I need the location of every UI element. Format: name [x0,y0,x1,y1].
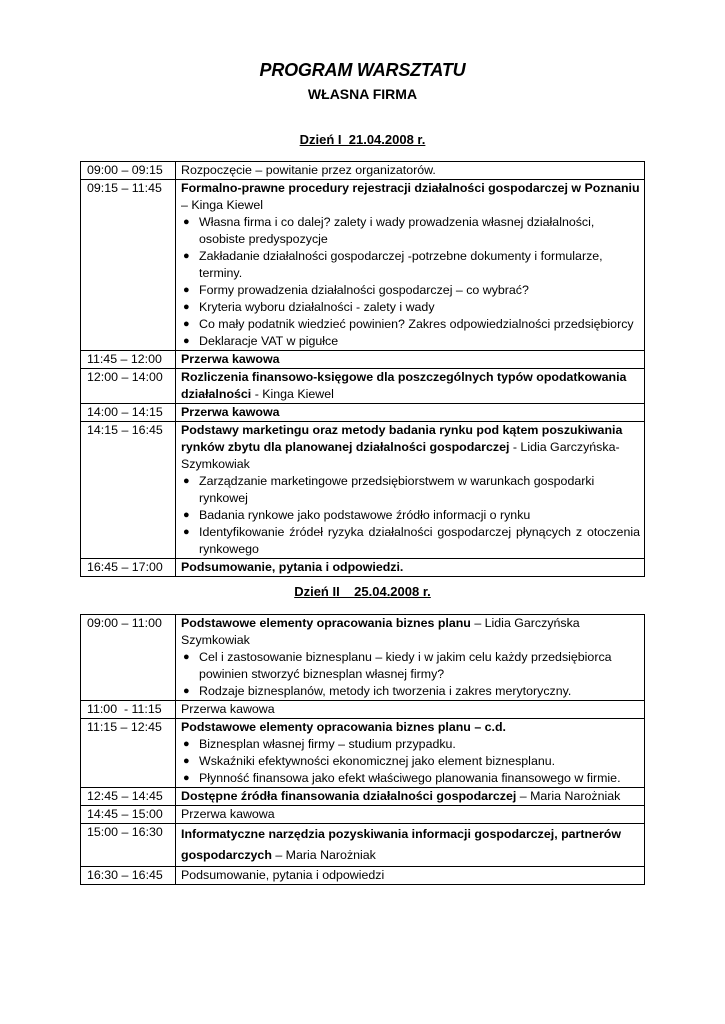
list-item: ● Własna firma i co dalej? zalety i wady prowadzenia własnej działalności, osobiste predyspozycje [183,215,595,246]
session-title: Podstawowe elementy opracowania biznes planu – c.d. [181,720,506,734]
bullet-icon: ● [183,475,190,487]
session-title: Formalno-prawne procedury rejestracji działalności gospodarczej w Poznaniu [181,181,640,195]
session-speaker: - Kinga Kiewel [251,387,334,401]
session-title: Rozliczenia finansowo-księgowe dla poszczególnych typów opodatkowania działalności [181,370,627,401]
bullet-icon: ● [183,738,190,750]
table-row [81,422,645,559]
session-cell: Podsumowanie, pytania i odpowiedzi [176,867,645,885]
bullet-icon: ● [183,284,190,296]
session-cell [176,422,645,559]
table-row [81,351,645,369]
bullet-icon: ● [183,318,190,330]
table-row [81,559,645,577]
bullet-icon: ● [183,755,190,767]
table-row [81,719,645,788]
bullet-icon: ● [183,509,190,521]
bullet-icon: ● [183,335,190,347]
time-cell: 11:00 - 11:15 [81,701,176,719]
session-cell [176,180,645,351]
table-row [81,404,645,422]
bullet-icon: ● [183,651,190,663]
list-item: ● Biznesplan własnej firmy – studium przypadku. [183,737,456,751]
list-item: ● Deklaracje VAT w pigułce [183,334,339,348]
time-cell: 09:00 – 09:15 [81,162,176,180]
day1-schedule-table [80,161,645,577]
session-cell: Podsumowanie, pytania i odpowiedzi. [176,559,645,577]
session-cell: Przerwa kawowa [176,404,645,422]
table-row [81,180,645,351]
day2-schedule-table [80,614,645,885]
time-cell: 16:45 – 17:00 [81,559,176,577]
bullet-icon: ● [183,685,190,697]
session-cell: Rozpoczęcie – powitanie przez organizatorów. [176,162,645,180]
list-item: ● Zarządzanie marketingowe przedsiębiorstwem w warunkach gospodarki rynkowej [183,474,595,505]
list-item: ● Badania rynkowe jako podstawowe źródło informacji o rynku [183,508,531,522]
time-cell: 14:45 – 15:00 [81,806,176,824]
list-item: ● Cel i zastosowanie biznesplanu – kiedy i w jakim celu każdy przedsiębiorca powinien stworzyć biznesplan własnej firmy? [183,650,612,681]
time-cell: 16:30 – 16:45 [81,867,176,885]
document-subtitle: WŁASNA FIRMA [307,86,418,102]
session-cell: Przerwa kawowa [176,806,645,824]
time-cell: 14:15 – 16:45 [81,422,176,559]
list-item: ● Co mały podatnik wiedzieć powinien? Zakres odpowiedzialności przedsiębiorcy [183,317,634,331]
table-row [81,701,645,719]
time-cell: 12:45 – 14:45 [81,788,176,806]
day2-heading: Dzień II 25.04.2008 r. [294,584,431,599]
topic-list [181,649,640,700]
session-cell [176,824,645,867]
list-item: ● Zakładanie działalności gospodarczej -potrzebne dokumenty i formularze, terminy. [183,249,603,280]
table-row [81,162,645,180]
topic-list [181,214,640,350]
session-cell [176,788,645,806]
session-cell: Przerwa kawowa [176,701,645,719]
bullet-icon: ● [183,301,190,313]
session-speaker: – Lidia Garczyńska Szymkowiak [181,616,580,647]
time-cell: 14:00 – 14:15 [81,404,176,422]
time-cell: 09:15 – 11:45 [81,180,176,351]
session-cell [176,615,645,701]
bullet-icon: ● [183,526,190,538]
list-item: ● Rodzaje biznesplanów, metody ich tworzenia i zakres merytoryczny. [183,684,572,698]
session-cell [176,719,645,788]
topic-list [181,736,640,787]
bullet-icon: ● [183,250,190,262]
document-title: PROGRAM WARSZTATU [259,60,466,80]
session-title: Informatyczne narzędzia pozyskiwania informacji gospodarczej, partnerów gospodarczych [181,827,621,862]
list-item: ● Wskaźniki efektywności ekonomicznej jako element biznesplanu. [183,754,556,768]
session-speaker: – Maria Narożniak [516,789,621,803]
time-cell: 09:00 – 11:00 [81,615,176,701]
bullet-icon: ● [183,216,190,228]
topic-list [181,473,640,558]
table-row [81,788,645,806]
session-cell [176,369,645,404]
list-item: ● Kryteria wyboru działalności - zalety i wady [183,300,435,314]
time-cell: 11:45 – 12:00 [81,351,176,369]
list-item: ● Płynność finansowa jako efekt właściwego planowania finansowego w firmie. [183,771,621,785]
list-item: ● Identyfikowanie źródeł ryzyka działalności gospodarczej płynących z otoczenia rynkowego [183,525,640,556]
session-speaker: - Lidia Garczyńska-Szymkowiak [181,440,620,471]
table-row [81,615,645,701]
table-row [81,824,645,867]
time-cell: 11:15 – 12:45 [81,719,176,788]
bullet-icon: ● [183,772,190,784]
day1-heading: Dzień I 21.04.2008 r. [299,132,426,147]
session-title: Dostępne źródła finansowania działalności gospodarczej [181,789,517,803]
session-speaker: – Maria Narożniak [271,848,376,862]
list-item: ● Formy prowadzenia działalności gospodarczej – co wybrać? [183,283,529,297]
session-title: Podstawowe elementy opracowania biznes planu [181,616,471,630]
table-row [81,806,645,824]
table-row [81,369,645,404]
time-cell: 15:00 – 16:30 [81,824,176,867]
session-title: Podstawy marketingu oraz metody badania rynku pod kątem poszukiwania rynków zbytu dla planowanej działalności gospodarczej [181,423,623,454]
session-speaker: – Kinga Kiewel [181,198,263,212]
time-cell: 12:00 – 14:00 [81,369,176,404]
table-row [81,867,645,885]
session-cell: Przerwa kawowa [176,351,645,369]
